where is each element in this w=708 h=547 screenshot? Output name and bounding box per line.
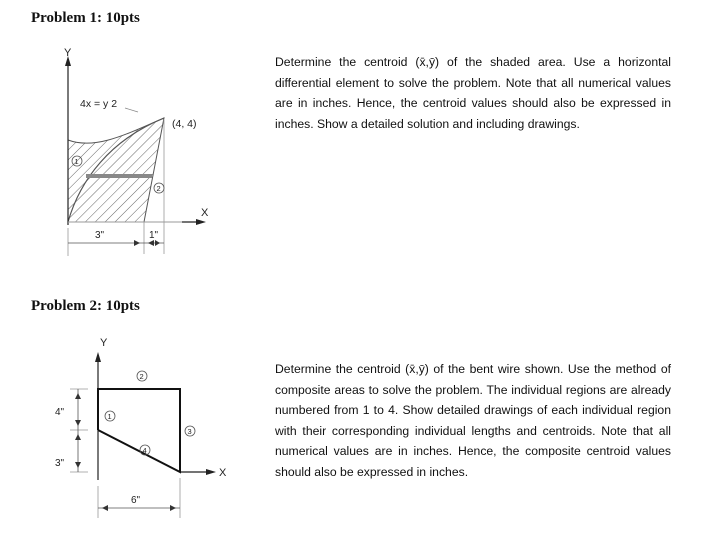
axis-y-label: Y — [64, 47, 72, 59]
problem2-text: Determine the centroid (x̄,ȳ) of the bent wire shown. Use the method of composite areas to solve the problem. The individual regions are already numbered from 1 to 4. Show detailed drawings of each individual region with their corresponding individual lengths and centroids. Note that all numerical values are in inches. Hence, the composite centroid values should also be expressed in inches. — [275, 362, 671, 479]
problem1-heading: Problem 1: 10pts — [31, 10, 140, 26]
dim-width-label: 6" — [131, 495, 141, 506]
problem1-text: Determine the centroid (x̄,ȳ) of the shaded area. Use a horizontal differential element to solve the problem. Note that all numerical values are in inches. Hence, the centroid values should also be expressed in inches. Show a detailed solution and including drawings. — [275, 55, 671, 131]
point-label: (4, 4) — [172, 118, 197, 130]
problem2-heading: Problem 2: 10pts — [31, 298, 140, 314]
curve-label: 4x = y 2 — [80, 98, 118, 110]
seg3-label: 3 — [187, 427, 192, 436]
seg1-label: 1 — [107, 412, 112, 421]
y-axis-arrow — [95, 352, 101, 362]
dim-right-label: 1" — [149, 230, 159, 241]
x-axis-arrow — [206, 469, 216, 475]
dim-top-label: 4" — [55, 407, 65, 418]
seg2-label: 2 — [139, 372, 144, 381]
axis-x-label: X — [219, 467, 227, 479]
axis-x-label: X — [201, 207, 209, 219]
dim-left-label: 3" — [95, 230, 105, 241]
region1-label: 1 — [74, 157, 79, 166]
region2-label: 2 — [156, 184, 161, 193]
dim-bottom-label: 3" — [55, 458, 65, 469]
bent-wire — [98, 389, 180, 472]
seg4-label: 4 — [142, 446, 147, 455]
axis-y-label: Y — [100, 337, 108, 349]
